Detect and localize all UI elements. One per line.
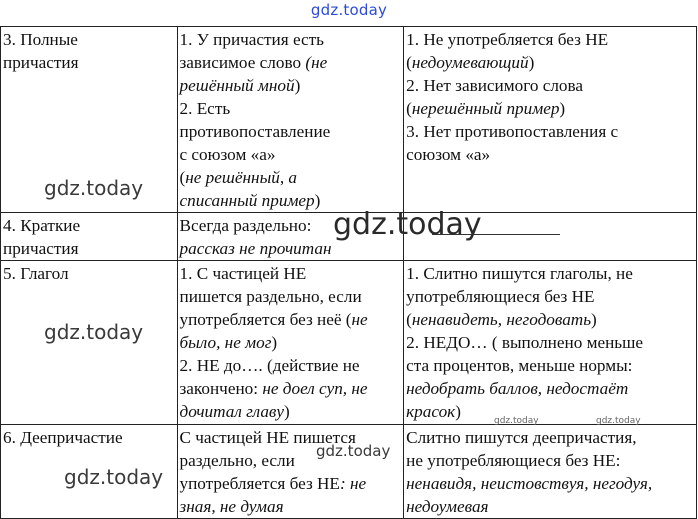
example-text: не решённый — [185, 168, 280, 187]
rule-text: 2. Есть — [179, 99, 231, 118]
example-text: (не — [305, 53, 328, 72]
example-text: недобрать баллов, недостаёт — [406, 379, 629, 398]
category-cell — [1, 425, 178, 519]
rule-text: пишется раздельно, если — [179, 287, 362, 306]
cell-line — [406, 377, 695, 400]
category-cell — [1, 27, 178, 213]
category-cell — [1, 261, 178, 425]
rule-text: противопоставление — [179, 122, 331, 141]
watermark: gdz.today — [316, 442, 391, 460]
rule-text: 1. С частицей НЕ — [179, 264, 307, 283]
joined-spelling-cell — [404, 213, 697, 261]
rule-text: с союзом «а» — [179, 145, 276, 164]
rule-text: 1. Слитно пишутся глаголы, не — [406, 264, 633, 283]
cell-line — [180, 495, 403, 518]
example-text: нерешённый пример — [411, 99, 560, 118]
rule-text: 2. Нет зависимого слова — [406, 76, 584, 95]
cell-line — [406, 354, 695, 377]
cell-line — [406, 449, 695, 472]
rule-text: 2. НЕ до…. (действие не — [179, 356, 360, 375]
cell-line — [180, 331, 403, 354]
cell-line — [180, 97, 403, 120]
cell-line — [406, 51, 695, 74]
watermark: gdz.today — [64, 465, 164, 489]
rule-text: Слитно пишутся деепричастия, — [406, 428, 637, 447]
rule-text: 2. НЕДО… ( выполнено меньше — [406, 333, 644, 352]
rule-text: , — [279, 168, 289, 187]
cell-line — [180, 449, 403, 472]
cell-line — [180, 74, 403, 97]
watermark: gdz.today — [596, 416, 641, 426]
cell-line — [406, 426, 695, 449]
cell-line — [180, 426, 403, 449]
cell-line — [180, 51, 403, 74]
cell-line — [180, 262, 403, 285]
cell-line — [180, 120, 403, 143]
rules-table — [0, 26, 697, 519]
cell-line — [406, 120, 695, 143]
table-row — [1, 213, 697, 261]
rule-text: употребляется без неё ( — [179, 310, 352, 329]
cell-line — [180, 143, 403, 166]
watermark: gdz.today — [44, 176, 144, 200]
cell-line — [180, 400, 403, 423]
cell-line — [180, 354, 403, 377]
rule-text: ( — [406, 53, 412, 72]
watermark: gdz.today — [494, 416, 539, 426]
example-text: дочитал главу — [179, 402, 285, 421]
example-text: не доел суп, не — [262, 379, 368, 398]
rule-text: ) — [314, 191, 321, 210]
cell-line — [180, 285, 403, 308]
example-text: недоумевая — [406, 497, 489, 516]
cell-line — [406, 97, 695, 120]
rule-text: ) — [284, 402, 290, 421]
rule-text: не употребляющиеся без НЕ: — [406, 451, 621, 470]
cell-line — [180, 308, 403, 331]
example-text: ненавидя, неистовствуя, негодуя, — [406, 474, 653, 493]
rule-text: Всегда раздельно: — [179, 216, 312, 235]
joined-spelling-cell — [404, 27, 697, 213]
rule-text: ста процентов, меньше нормы: — [406, 356, 633, 375]
cell-line: 6. Деепричастие — [3, 428, 123, 447]
example-text: не — [351, 310, 368, 329]
cell-line — [406, 285, 695, 308]
cell-line: 5. Глагол — [3, 264, 69, 283]
rule-text: ) — [591, 310, 597, 329]
example-text: зная, не думая — [179, 497, 284, 516]
cell-line — [406, 28, 695, 51]
cell-line — [180, 189, 403, 212]
rule-text: употребляющиеся без НЕ — [406, 287, 595, 306]
category-cell — [1, 213, 178, 261]
example-text: было, не мог — [179, 333, 272, 352]
rule-text: употребляется без НЕ — [179, 474, 340, 493]
example-text: : не — [339, 474, 367, 493]
top-watermark: gdz.today — [310, 1, 388, 19]
cell-line — [180, 214, 403, 237]
table-row — [1, 27, 697, 213]
table-row — [1, 261, 697, 425]
example-text: красок — [406, 402, 456, 421]
rule-text: 1. Не употребляется без НЕ — [406, 30, 609, 49]
cell-line — [406, 472, 695, 495]
rule-text: ( — [179, 168, 186, 187]
table-row — [1, 425, 697, 519]
rule-text: раздельно, если — [179, 451, 295, 470]
separate-spelling-cell — [177, 261, 404, 425]
rule-text: союзом «а» — [406, 145, 491, 164]
rule-text: зависимое слово — [179, 53, 306, 72]
cell-line — [180, 377, 403, 400]
rule-text: ) — [559, 99, 566, 118]
cell-line — [406, 495, 695, 518]
example-text: а — [288, 168, 297, 187]
rule-text: ) — [271, 333, 278, 352]
example-text: решённый мной — [179, 76, 295, 95]
rule-text: 1. У причастия есть — [179, 30, 324, 49]
rule-text: ) — [528, 53, 535, 72]
cell-line — [180, 166, 403, 189]
joined-spelling-cell — [404, 425, 697, 519]
rule-text: ( — [406, 99, 412, 118]
rule-text: ) — [455, 402, 461, 421]
separate-spelling-cell — [177, 213, 404, 261]
example-text: ненавидеть, негодовать — [411, 310, 592, 329]
cell-line — [180, 28, 403, 51]
cell-line — [406, 262, 695, 285]
cell-line — [180, 472, 403, 495]
cell-line: причастия — [3, 239, 79, 258]
separate-spelling-cell — [177, 27, 404, 213]
cell-line — [406, 308, 695, 331]
rule-text: закончено: — [179, 379, 263, 398]
example-text: недоумевающий — [411, 53, 529, 72]
cell-line — [180, 237, 403, 260]
rule-text: ) — [294, 76, 301, 95]
separate-spelling-cell — [177, 425, 404, 519]
underline-decoration — [432, 234, 560, 235]
watermark: gdz.today — [333, 207, 482, 242]
rule-text: ( — [406, 310, 412, 329]
rule-text: 3. Нет противопоставления с — [406, 122, 619, 141]
cell-line — [406, 400, 695, 423]
cell-line: 3. Полные — [3, 30, 78, 49]
joined-spelling-cell — [404, 261, 697, 425]
cell-line: причастия — [3, 53, 79, 72]
watermark: gdz.today — [44, 320, 144, 344]
rule-text: С частицей НЕ пишется — [179, 428, 356, 447]
cell-line — [406, 74, 695, 97]
cell-line — [406, 331, 695, 354]
example-text: рассказ не прочитан — [179, 239, 332, 258]
cell-line: 4. Краткие — [3, 216, 81, 235]
example-text: списанный пример — [179, 191, 315, 210]
cell-line — [406, 143, 695, 166]
